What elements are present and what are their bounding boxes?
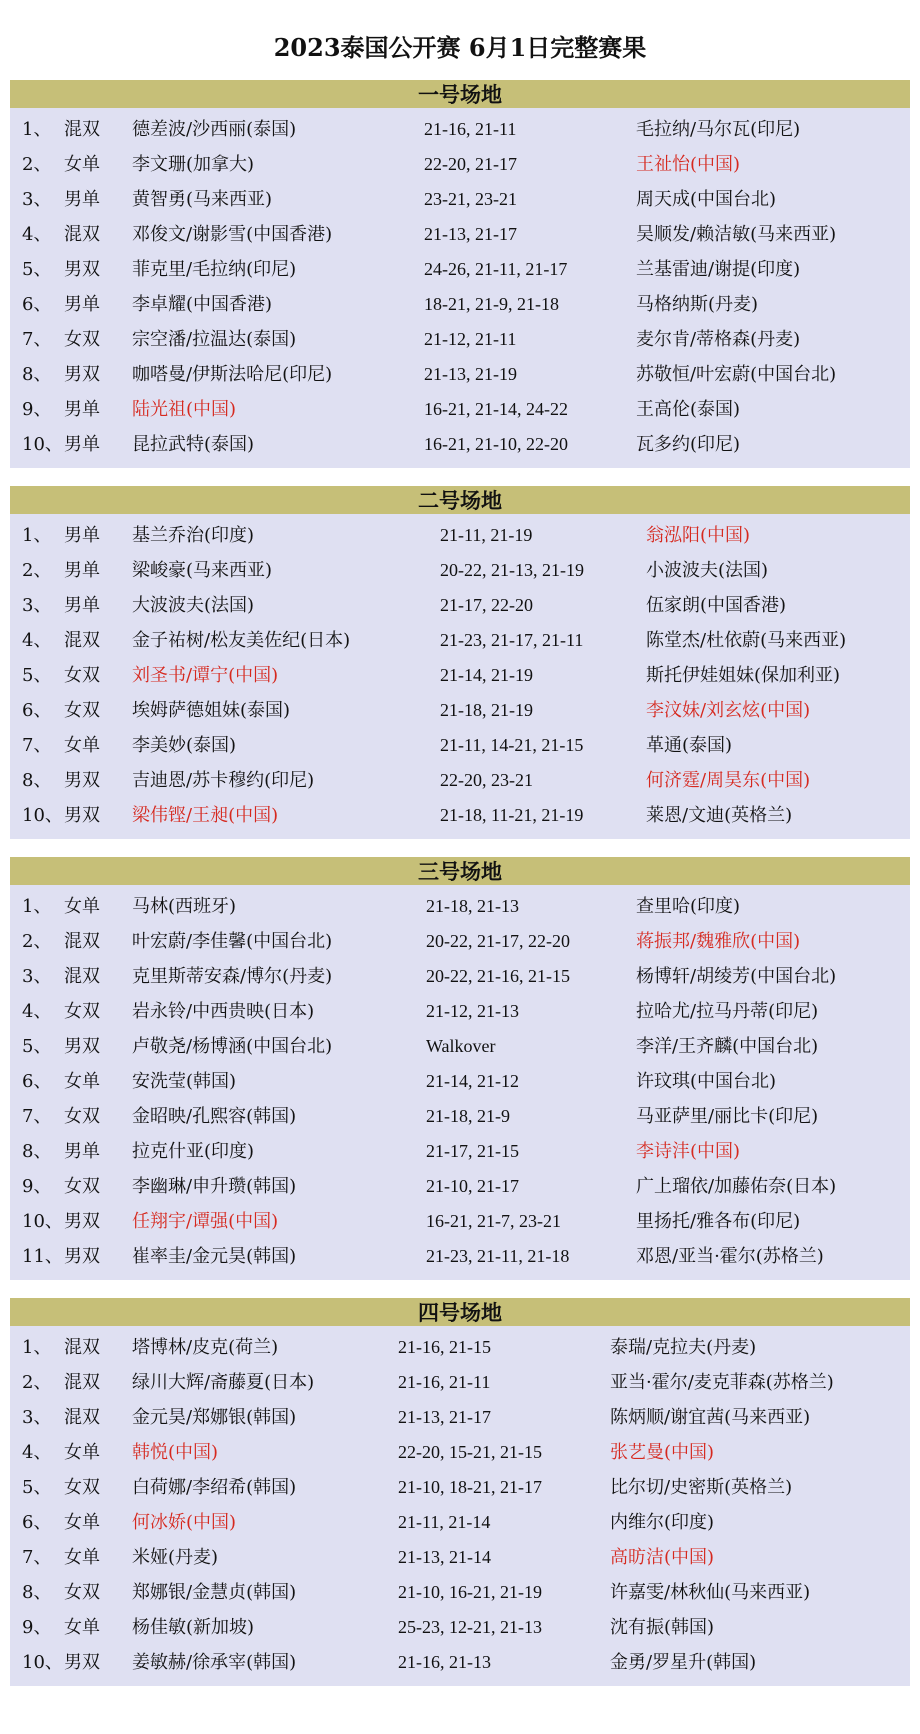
match-row (10, 1099, 910, 1134)
event-type: 男双 (64, 1246, 100, 1267)
match-number: 11、 (22, 1246, 63, 1267)
match-number: 2、 (22, 1372, 52, 1393)
player-one: 梁峻豪(马来西亚) (132, 560, 273, 581)
player-two: 沈有振(韩国) (610, 1617, 715, 1638)
match-score: 20-22, 21-13, 21-19 (440, 560, 584, 580)
player-one: 陆光祖(中国) (132, 399, 237, 420)
player-one: 崔率圭/金元昊(韩国) (132, 1246, 297, 1267)
match-row (10, 693, 910, 728)
match-number: 8、 (22, 1582, 52, 1603)
player-two: 王祉怡(中国) (636, 154, 741, 175)
player-two: 查里哈(印度) (636, 896, 741, 917)
match-score: 21-16, 21-13 (398, 1652, 491, 1672)
player-one: 梁伟铿/王昶(中国) (132, 805, 279, 826)
match-number: 4、 (22, 224, 52, 245)
court-section (10, 857, 910, 1280)
match-row (10, 1029, 910, 1064)
match-number: 6、 (22, 1512, 52, 1533)
match-number: 3、 (22, 966, 52, 987)
match-score: 21-16, 21-15 (398, 1337, 491, 1357)
player-two: 广上瑠依/加藤佑奈(日本) (636, 1176, 837, 1197)
event-type: 女双 (64, 329, 100, 350)
player-two: 毛拉纳/马尔瓦(印尼) (636, 119, 801, 140)
player-one: 塔博林/皮克(荷兰) (132, 1337, 279, 1358)
player-one: 李卓耀(中国香港) (132, 294, 273, 315)
match-number: 10、 (22, 1652, 63, 1673)
player-one: 刘圣书/谭宁(中国) (132, 665, 279, 686)
player-one: 金子祐树/松友美佐纪(日本) (132, 630, 351, 651)
match-number: 7、 (22, 735, 52, 756)
match-row (10, 217, 910, 252)
match-row (10, 1169, 910, 1204)
player-two: 许嘉雯/林秋仙(马来西亚) (610, 1582, 811, 1603)
match-score: 21-10, 21-17 (426, 1176, 519, 1196)
player-one: 宗空潘/拉温达(泰国) (132, 329, 297, 350)
player-two: 亚当·霍尔/麦克菲森(苏格兰) (610, 1372, 834, 1393)
match-list (10, 885, 910, 1280)
match-score: 21-14, 21-12 (426, 1071, 519, 1091)
match-row (10, 427, 910, 462)
match-number: 3、 (22, 595, 52, 616)
event-type: 女双 (64, 665, 100, 686)
event-type: 混双 (64, 966, 100, 987)
player-one: 金元昊/郑娜银(韩国) (132, 1407, 297, 1428)
match-number: 4、 (22, 1001, 52, 1022)
match-score: 16-21, 21-10, 22-20 (424, 434, 568, 454)
player-one: 李幽琳/申升瓒(韩国) (132, 1176, 297, 1197)
player-one: 拉克什亚(印度) (132, 1141, 255, 1162)
event-type: 混双 (64, 630, 100, 651)
event-type: 女单 (64, 1512, 100, 1533)
match-score: 23-21, 23-21 (424, 189, 517, 209)
match-row (10, 1505, 910, 1540)
match-number: 10、 (22, 1211, 63, 1232)
match-number: 4、 (22, 1442, 52, 1463)
player-one: 李美妙(泰国) (132, 735, 237, 756)
player-two: 吴顺发/赖洁敏(马来西亚) (636, 224, 837, 245)
match-row (10, 959, 910, 994)
player-one: 白荷娜/李绍希(韩国) (132, 1477, 297, 1498)
match-number: 9、 (22, 1176, 52, 1197)
match-row (10, 1400, 910, 1435)
player-two: 麦尔肯/蒂格森(丹麦) (636, 329, 801, 350)
player-two: 蒋振邦/魏雅欣(中国) (636, 931, 801, 952)
player-two: 高昉洁(中国) (610, 1547, 715, 1568)
match-score: 21-17, 21-15 (426, 1141, 519, 1161)
match-number: 8、 (22, 364, 52, 385)
event-type: 男单 (64, 399, 100, 420)
match-row (10, 1365, 910, 1400)
player-two: 斯托伊娃姐妹(保加利亚) (646, 665, 841, 686)
match-score: 25-23, 12-21, 21-13 (398, 1617, 542, 1637)
player-two: 革通(泰国) (646, 735, 733, 756)
match-row (10, 728, 910, 763)
event-type: 男双 (64, 364, 100, 385)
player-one: 郑娜银/金慧贞(韩国) (132, 1582, 297, 1603)
match-score: 16-21, 21-7, 23-21 (426, 1211, 561, 1231)
player-two: 莱恩/文迪(英格兰) (646, 805, 793, 826)
event-type: 女单 (64, 735, 100, 756)
match-row (10, 994, 910, 1029)
court-header: 一号场地 (10, 80, 910, 108)
match-score: 21-13, 21-19 (424, 364, 517, 384)
match-list (10, 514, 910, 839)
courts-container (0, 80, 920, 1686)
match-number: 10、 (22, 434, 63, 455)
match-row (10, 518, 910, 553)
player-one: 绿川大辉/斋藤夏(日本) (132, 1372, 315, 1393)
player-one: 昆拉武特(泰国) (132, 434, 255, 455)
player-one: 任翔宇/谭强(中国) (132, 1211, 279, 1232)
match-row (10, 252, 910, 287)
player-two: 里扬托/雅各布(印尼) (636, 1211, 801, 1232)
match-score: 21-13, 21-17 (424, 224, 517, 244)
player-one: 杨佳敏(新加坡) (132, 1617, 255, 1638)
match-row (10, 357, 910, 392)
court-section (10, 80, 910, 468)
match-row (10, 798, 910, 833)
match-score: 21-11, 21-14 (398, 1512, 491, 1532)
event-type: 女双 (64, 1582, 100, 1603)
match-row (10, 1435, 910, 1470)
player-one: 岩永铃/中西贵映(日本) (132, 1001, 315, 1022)
court-header: 三号场地 (10, 857, 910, 885)
match-row (10, 392, 910, 427)
event-type: 混双 (64, 224, 100, 245)
event-type: 男单 (64, 294, 100, 315)
event-type: 女双 (64, 1001, 100, 1022)
player-one: 德差波/沙西丽(泰国) (132, 119, 297, 140)
event-type: 女单 (64, 1547, 100, 1568)
match-score: 20-22, 21-17, 22-20 (426, 931, 570, 951)
match-score: 21-10, 18-21, 21-17 (398, 1477, 542, 1497)
event-type: 男双 (64, 1036, 100, 1057)
match-number: 7、 (22, 329, 52, 350)
event-type: 混双 (64, 119, 100, 140)
match-score: 21-13, 21-17 (398, 1407, 491, 1427)
match-score: 21-16, 21-11 (424, 119, 517, 139)
event-type: 男双 (64, 1652, 100, 1673)
event-type: 女双 (64, 700, 100, 721)
match-row (10, 763, 910, 798)
match-number: 2、 (22, 931, 52, 952)
match-score: 22-20, 21-17 (424, 154, 517, 174)
player-two: 杨博轩/胡绫芳(中国台北) (636, 966, 837, 987)
player-one: 黄智勇(马来西亚) (132, 189, 273, 210)
match-row (10, 322, 910, 357)
event-type: 女双 (64, 1176, 100, 1197)
player-one: 邓俊文/谢影雪(中国香港) (132, 224, 333, 245)
match-row (10, 1575, 910, 1610)
match-number: 5、 (22, 1477, 52, 1498)
player-two: 马亚萨里/丽比卡(印尼) (636, 1106, 819, 1127)
player-one: 埃姆萨德姐妹(泰国) (132, 700, 291, 721)
court-section (10, 486, 910, 839)
event-type: 女双 (64, 1106, 100, 1127)
player-one: 李文珊(加拿大) (132, 154, 255, 175)
event-type: 男双 (64, 259, 100, 280)
match-number: 1、 (22, 119, 52, 140)
match-number: 3、 (22, 1407, 52, 1428)
player-two: 邓恩/亚当·霍尔(苏格兰) (636, 1246, 824, 1267)
player-two: 陈堂杰/杜依蔚(马来西亚) (646, 630, 847, 651)
match-number: 9、 (22, 1617, 52, 1638)
match-row (10, 112, 910, 147)
match-score: 21-16, 21-11 (398, 1372, 491, 1392)
match-number: 10、 (22, 805, 63, 826)
match-number: 7、 (22, 1547, 52, 1568)
match-row (10, 889, 910, 924)
match-row (10, 1610, 910, 1645)
match-row (10, 1134, 910, 1169)
player-one: 安洗莹(韩国) (132, 1071, 237, 1092)
match-row (10, 623, 910, 658)
court-header: 四号场地 (10, 1298, 910, 1326)
match-row (10, 1204, 910, 1239)
match-score: 16-21, 21-14, 24-22 (424, 399, 568, 419)
court-section (10, 1298, 910, 1686)
player-one: 米娅(丹麦) (132, 1547, 219, 1568)
player-two: 比尔切/史密斯(英格兰) (610, 1477, 793, 1498)
match-row (10, 182, 910, 217)
match-number: 5、 (22, 665, 52, 686)
match-number: 1、 (22, 1337, 52, 1358)
player-one: 大波波夫(法国) (132, 595, 255, 616)
player-two: 李洋/王齐麟(中国台北) (636, 1036, 819, 1057)
player-one: 菲克里/毛拉纳(印尼) (132, 259, 297, 280)
court-header: 二号场地 (10, 486, 910, 514)
event-type: 女单 (64, 1071, 100, 1092)
event-type: 男单 (64, 525, 100, 546)
match-row (10, 1540, 910, 1575)
player-two: 泰瑞/克拉夫(丹麦) (610, 1337, 757, 1358)
player-two: 张艺曼(中国) (610, 1442, 715, 1463)
match-row (10, 1330, 910, 1365)
player-one: 姜敏赫/徐承宰(韩国) (132, 1652, 297, 1673)
match-score: 21-11, 21-19 (440, 525, 533, 545)
match-number: 8、 (22, 1141, 52, 1162)
match-number: 7、 (22, 1106, 52, 1127)
player-two: 何济霆/周昊东(中国) (646, 770, 811, 791)
player-two: 苏敬恒/叶宏蔚(中国台北) (636, 364, 837, 385)
event-type: 男单 (64, 434, 100, 455)
player-one: 金昭映/孔熙容(韩国) (132, 1106, 297, 1127)
match-row (10, 287, 910, 322)
match-list (10, 1326, 910, 1686)
event-type: 混双 (64, 1407, 100, 1428)
match-score: 21-18, 21-9 (426, 1106, 510, 1126)
match-score: 22-20, 15-21, 21-15 (398, 1442, 542, 1462)
match-score: 20-22, 21-16, 21-15 (426, 966, 570, 986)
match-row (10, 553, 910, 588)
player-two: 李诗沣(中国) (636, 1141, 741, 1162)
event-type: 混双 (64, 931, 100, 952)
player-two: 瓦多约(印尼) (636, 434, 741, 455)
player-one: 卢敬尧/杨博涵(中国台北) (132, 1036, 333, 1057)
match-score: 21-10, 16-21, 21-19 (398, 1582, 542, 1602)
match-number: 6、 (22, 700, 52, 721)
event-type: 女单 (64, 154, 100, 175)
player-two: 小波波夫(法国) (646, 560, 769, 581)
match-score: 21-18, 21-19 (440, 700, 533, 720)
match-number: 8、 (22, 770, 52, 791)
match-score: Walkover (426, 1036, 496, 1056)
event-type: 男双 (64, 805, 100, 826)
match-score: 21-18, 21-13 (426, 896, 519, 916)
player-two: 金勇/罗星升(韩国) (610, 1652, 757, 1673)
match-number: 4、 (22, 630, 52, 651)
event-type: 男单 (64, 595, 100, 616)
match-number: 1、 (22, 525, 52, 546)
event-type: 女双 (64, 1477, 100, 1498)
match-number: 5、 (22, 1036, 52, 1057)
match-row (10, 147, 910, 182)
match-row (10, 1064, 910, 1099)
event-type: 男双 (64, 1211, 100, 1232)
match-list (10, 108, 910, 468)
event-type: 女单 (64, 1617, 100, 1638)
player-two: 王高伦(泰国) (636, 399, 741, 420)
match-row (10, 1645, 910, 1680)
match-score: 21-12, 21-11 (424, 329, 517, 349)
match-row (10, 924, 910, 959)
player-two: 伍家朗(中国香港) (646, 595, 787, 616)
match-row (10, 588, 910, 623)
player-two: 翁泓阳(中国) (646, 525, 751, 546)
match-score: 21-14, 21-19 (440, 665, 533, 685)
match-number: 9、 (22, 399, 52, 420)
player-one: 马林(西班牙) (132, 896, 237, 917)
match-number: 3、 (22, 189, 52, 210)
match-number: 6、 (22, 1071, 52, 1092)
match-number: 2、 (22, 560, 52, 581)
player-two: 周天成(中国台北) (636, 189, 777, 210)
match-number: 6、 (22, 294, 52, 315)
event-type: 女单 (64, 1442, 100, 1463)
event-type: 男单 (64, 189, 100, 210)
player-two: 许玟琪(中国台北) (636, 1071, 777, 1092)
match-score: 21-12, 21-13 (426, 1001, 519, 1021)
match-score: 21-23, 21-17, 21-11 (440, 630, 584, 650)
match-row (10, 658, 910, 693)
match-score: 24-26, 21-11, 21-17 (424, 259, 568, 279)
match-score: 22-20, 23-21 (440, 770, 533, 790)
match-score: 21-18, 11-21, 21-19 (440, 805, 584, 825)
player-two: 陈炳顺/谢宜茜(马来西亚) (610, 1407, 811, 1428)
page-title: 2023泰国公开赛 6月1日完整赛果 (273, 33, 647, 62)
event-type: 混双 (64, 1372, 100, 1393)
event-type: 男双 (64, 770, 100, 791)
player-two: 兰基雷迪/谢提(印度) (636, 259, 801, 280)
player-one: 韩悦(中国) (132, 1442, 219, 1463)
player-two: 内维尔(印度) (610, 1512, 715, 1533)
event-type: 男单 (64, 1141, 100, 1162)
player-one: 叶宏蔚/李佳馨(中国台北) (132, 931, 333, 952)
player-one: 吉迪恩/苏卡穆约(印尼) (132, 770, 315, 791)
match-score: 21-11, 14-21, 21-15 (440, 735, 584, 755)
player-two: 拉哈尤/拉马丹蒂(印尼) (636, 1001, 819, 1022)
match-number: 5、 (22, 259, 52, 280)
match-score: 21-23, 21-11, 21-18 (426, 1246, 570, 1266)
match-score: 21-17, 22-20 (440, 595, 533, 615)
match-score: 18-21, 21-9, 21-18 (424, 294, 559, 314)
event-type: 女单 (64, 896, 100, 917)
player-two: 马格纳斯(丹麦) (636, 294, 759, 315)
event-type: 男单 (64, 560, 100, 581)
match-number: 1、 (22, 896, 52, 917)
match-score: 21-13, 21-14 (398, 1547, 491, 1567)
player-one: 咖嗒曼/伊斯法哈尼(印尼) (132, 364, 333, 385)
player-two: 李汶妹/刘玄炫(中国) (646, 700, 811, 721)
match-row (10, 1239, 910, 1274)
player-one: 克里斯蒂安森/博尔(丹麦) (132, 966, 333, 987)
player-one: 基兰乔治(印度) (132, 525, 255, 546)
match-row (10, 1470, 910, 1505)
match-number: 2、 (22, 154, 52, 175)
player-one: 何冰娇(中国) (132, 1512, 237, 1533)
event-type: 混双 (64, 1337, 100, 1358)
